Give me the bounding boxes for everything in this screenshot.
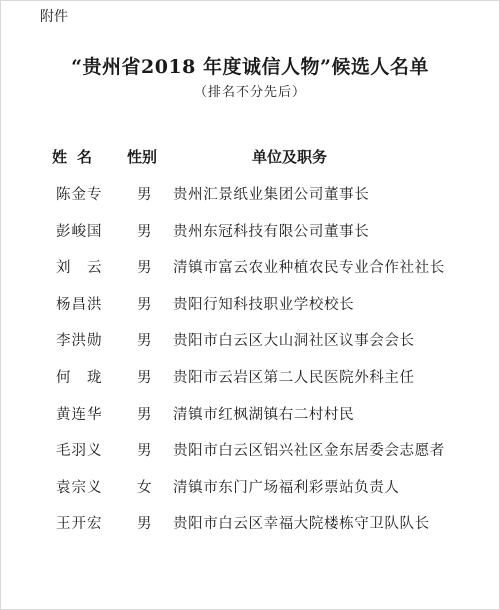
table-row — [0, 476, 500, 513]
candidate-unit: 贵阳市白云区铝兴社区金东居委会志愿者 — [173, 443, 445, 460]
table-row — [0, 293, 500, 330]
candidate-name: 袁宗义 — [56, 479, 103, 496]
candidate-unit: 贵阳市云岩区第二人民医院外科主任 — [173, 369, 415, 386]
column-header-unit: 单位及职务 — [252, 148, 328, 166]
candidate-gender: 男 — [137, 406, 152, 423]
candidate-gender: 男 — [137, 443, 152, 460]
attachment-label: 附件 — [40, 9, 68, 25]
candidate-name: 黄连华 — [56, 406, 103, 423]
table-row — [0, 366, 500, 403]
table-header — [0, 146, 500, 168]
candidate-gender: 女 — [137, 479, 152, 496]
table-row — [0, 439, 500, 476]
candidate-unit: 贵阳行知科技职业学校校长 — [173, 296, 355, 313]
candidate-gender: 男 — [137, 369, 152, 386]
candidate-unit: 清镇市红枫湖镇右二村村民 — [173, 406, 355, 423]
column-header-gender: 性别 — [127, 148, 158, 166]
candidate-unit: 贵阳市白云区幸福大院楼栋守卫队队长 — [173, 516, 430, 533]
candidate-name: 杨昌洪 — [56, 296, 103, 313]
table-row — [0, 512, 500, 549]
candidate-gender: 男 — [137, 260, 152, 277]
candidate-gender: 男 — [137, 296, 152, 313]
candidate-name: 刘 云 — [56, 260, 103, 277]
table-row — [0, 256, 500, 293]
candidate-unit: 贵州东冠科技有限公司董事长 — [173, 223, 370, 240]
page-subtitle: （排名不分先后） — [193, 85, 306, 100]
candidate-name: 何 珑 — [56, 369, 103, 386]
candidate-unit: 贵州汇景纸业集团公司董事长 — [173, 187, 370, 203]
candidate-gender: 男 — [137, 516, 152, 533]
candidate-name: 陈金专 — [56, 187, 103, 203]
page-title: “贵州省2018 年度诚信人物”候选人名单 — [71, 56, 429, 78]
candidate-unit: 贵阳市白云区大山洞社区议事会会长 — [173, 333, 415, 350]
table-row — [0, 403, 500, 440]
candidate-gender: 男 — [137, 333, 152, 350]
candidate-list — [0, 183, 500, 549]
candidate-name: 李洪勋 — [56, 333, 103, 350]
candidate-name: 王开宏 — [56, 516, 103, 533]
column-header-name: 姓名 — [52, 148, 103, 166]
table-row — [0, 329, 500, 366]
candidate-unit: 清镇市东门广场福利彩票站负责人 — [173, 479, 400, 496]
table-row — [0, 183, 500, 220]
candidate-name: 彭峻国 — [56, 223, 103, 240]
candidate-gender: 男 — [137, 223, 152, 240]
candidate-gender: 男 — [137, 187, 152, 203]
table-row — [0, 220, 500, 257]
candidate-name: 毛羽义 — [56, 443, 103, 460]
candidate-unit: 清镇市富云农业种植农民专业合作社社长 — [173, 260, 445, 277]
